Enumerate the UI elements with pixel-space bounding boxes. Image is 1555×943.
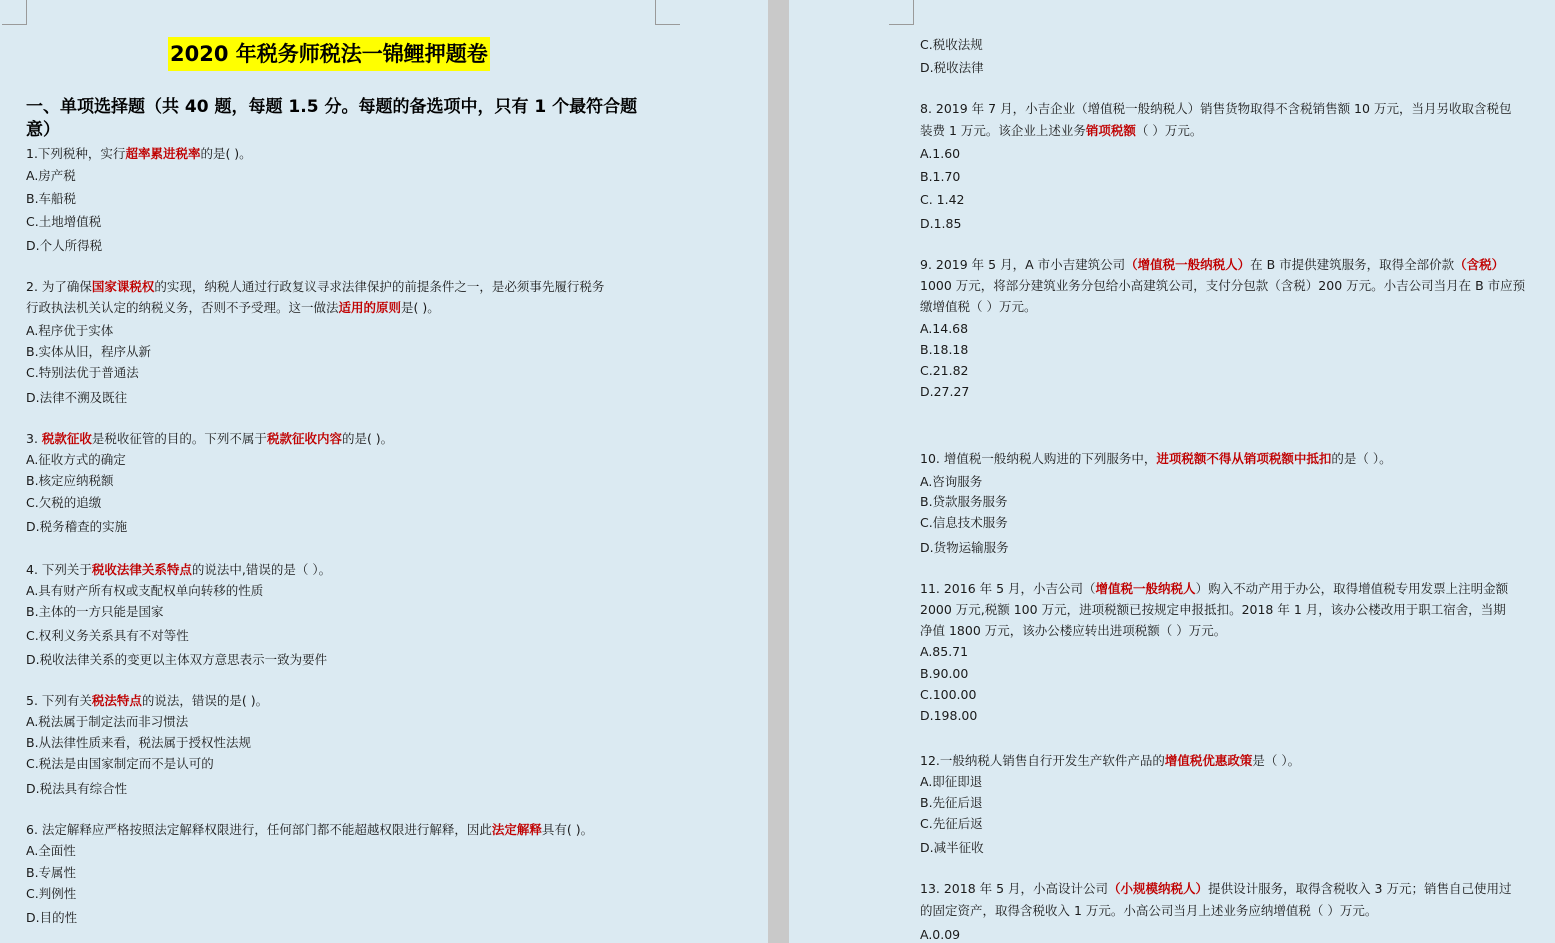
text-line [920,816,983,832]
text-run: A.具有财产所有权或支配权单向转移的性质 [26,583,264,598]
text-run: 11. 2016 年 5 月，小吉公司（ [920,581,1096,596]
text-run: C.税法是由国家制定而不是认可的 [26,756,214,771]
text-line [920,278,1525,294]
text-run: 1.下列税种，实行 [26,146,126,161]
text-line [26,781,127,797]
text-line [920,644,968,660]
text-run: D.27.27 [920,384,970,399]
text-line [920,101,1511,117]
highlighted-term: 税法特点 [91,693,142,708]
text-run: B.90.00 [920,666,969,681]
text-line [920,623,1226,639]
text-run: 的是( )。 [200,146,252,161]
text-line [920,216,961,232]
text-line [26,843,76,859]
text-line [920,795,983,811]
text-line [920,192,965,208]
document-page-right [789,0,1555,943]
text-run: 12.一般纳税人销售自行开发生产软件产品的 [920,753,1165,768]
highlighted-term: 法定解释 [491,822,542,837]
text-run: B.18.18 [920,342,969,357]
text-run: A.0.09 [920,927,961,942]
text-line [920,602,1506,618]
text-run: 行政执法机关认定的纳税义务，否则不予受理。这一做法 [26,300,339,315]
text-run: C.税收法规 [920,37,983,52]
text-run: 13. 2018 年 5 月，小高设计公司 [920,881,1109,896]
text-line [920,881,1511,897]
text-run: B.主体的一方只能是国家 [26,604,164,619]
text-line [26,365,139,381]
text-run: 3. [26,431,42,446]
highlighted-term: 销项税额 [1085,123,1136,138]
text-line [26,168,76,184]
highlighted-term: （增值税一般纳税人） [1125,257,1251,272]
text-run: A.程序优于实体 [26,323,114,338]
text-run: D.货物运输服务 [920,540,1009,555]
document-page-left [0,0,768,943]
text-run: 具有( )。 [541,822,594,837]
text-run: 是（ ）。 [1252,753,1301,768]
text-run: 的说法，错误的是( )。 [141,693,269,708]
highlighted-term: 国家课税权 [91,279,155,294]
text-run: 9. 2019 年 5 月，A 市小吉建筑公司 [920,257,1126,272]
text-line [920,494,1008,510]
text-line [26,562,331,578]
text-run: C.特别法优于普通法 [26,365,139,380]
text-line [920,169,960,185]
text-line [920,363,969,379]
highlighted-term: （小规模纳税人） [1108,881,1209,896]
text-run: 2000 万元,税额 100 万元，进项税额已按规定申报抵扣。2018 年 1 月，该办公楼改用于职工宿舍，当期 [920,602,1506,617]
text-line [26,519,127,535]
text-run: D.198.00 [920,708,978,723]
text-line [26,146,252,162]
text-run: C.100.00 [920,687,977,702]
text-run: B.从法律性质来看，税法属于授权性法规 [26,735,252,750]
text-line [920,903,1377,919]
text-line [26,628,189,644]
text-run: C.21.82 [920,363,969,378]
text-line [26,390,127,406]
text-run: D.税务稽查的实施 [26,519,128,534]
text-run: A.14.68 [920,321,969,336]
text-line [920,666,968,682]
text-run: 的实现，纳税人通过行政复议寻求法律保护的前提条件之一，是必须事先履行税务 [154,279,605,294]
text-run: D.税收法律 [920,60,984,75]
text-line [920,37,983,53]
text-run: A.1.60 [920,146,961,161]
text-line [26,652,327,668]
text-run: D.税法具有综合性 [26,781,128,796]
text-run: 5. 下列有关 [26,693,92,708]
text-run: D.法律不溯及既往 [26,390,128,405]
text-line [920,708,977,724]
text-run: B.贷款服务服务 [920,494,1008,509]
text-run: C.判例性 [26,886,77,901]
text-line [920,581,1508,597]
text-line [26,495,101,511]
text-line [920,342,968,358]
text-line [26,865,76,881]
page-gutter [768,0,789,943]
text-run: A.咨询服务 [920,474,983,489]
text-run: 10. 增值税一般纳税人购进的下列服务中， [920,451,1157,466]
crop-mark [889,0,914,25]
text-run: A.税法属于制定法而非习惯法 [26,714,189,729]
text-line [26,822,593,838]
text-run: C.土地增值税 [26,214,102,229]
crop-mark [655,0,680,25]
text-line [920,687,976,703]
text-run: C.先征后返 [920,816,983,831]
text-run: B.车船税 [26,191,77,206]
text-run: C.权利义务关系具有不对等性 [26,628,189,643]
text-run: 在 B 市提供建筑服务，取得全部价款 [1250,257,1455,272]
text-line [920,299,1036,315]
text-run: C.欠税的追缴 [26,495,102,510]
text-run: 缴增值税（ ）万元。 [920,299,1037,314]
text-line [26,238,102,254]
text-line [26,344,151,360]
highlighted-term: 增值税优惠政策 [1164,753,1253,768]
highlighted-term: （含税） [1454,257,1505,272]
highlighted-term: 超率累进税率 [125,146,201,161]
text-run: B.核定应纳税额 [26,473,114,488]
text-line [26,735,251,751]
text-line [26,214,101,230]
text-run: A.房产税 [26,168,76,183]
text-line [26,452,126,468]
text-line [26,583,263,599]
document-title: 2020 年税务师税法一锦鲤押题卷 [168,37,490,71]
text-run: 净值 1800 万元，该办公楼应转出进项税额（ ）万元。 [920,623,1227,638]
text-run: 4. 下列关于 [26,562,92,577]
text-run: 装费 1 万元。该企业上述业务 [920,123,1086,138]
text-run: D.1.85 [920,216,962,231]
text-line [920,840,984,856]
text-line [26,473,114,489]
text-line [26,191,76,207]
highlighted-term: 税收法律关系特点 [91,562,192,577]
text-line [26,756,214,772]
text-line [26,431,393,447]
highlighted-term: 进项税额不得从销项税额中抵扣 [1156,451,1332,466]
text-run: D.目的性 [26,910,78,925]
text-line [26,323,113,339]
text-run: B.专属性 [26,865,77,880]
text-line [920,384,969,400]
text-run: （ ）万元。 [1135,123,1203,138]
text-run: A.全面性 [26,843,76,858]
highlighted-term: 税款征收内容 [266,431,342,446]
text-line [920,123,1202,139]
text-run: B.实体从旧，程序从新 [26,344,152,359]
text-run: 1000 万元，将部分建筑业务分包给小高建筑公司，支付分包款（含税）200 万元。小吉公司当月在 B 市应预 [920,278,1526,293]
highlighted-term: 增值税一般纳税人 [1095,581,1196,596]
text-line [26,604,164,620]
text-run: 的是( )。 [341,431,394,446]
text-line [26,300,440,316]
text-run: C. 1.42 [920,192,965,207]
text-line [920,540,1009,556]
crop-mark [2,0,27,25]
section-heading: 一、单项选择题（共 40 题，每题 1.5 分。每题的备选项中，只有 1 个最符合题意） [26,97,638,140]
text-run: D.减半征收 [920,840,984,855]
text-run: 8. 2019 年 7 月，小吉企业（增值税一般纳税人）销售货物取得不含税销售额 10 万元，当月另收取含税包 [920,101,1512,116]
text-line [920,753,1300,769]
text-line [920,451,1392,467]
text-line [920,257,1504,273]
text-run: C.信息技术服务 [920,515,1008,530]
text-run: 的是（ ）。 [1331,451,1392,466]
text-line [26,279,604,295]
text-line [26,693,268,709]
text-line [26,886,76,902]
text-run: 6. 法定解释应严格按照法定解释权限进行，任何部门都不能超越权限进行解释，因此 [26,822,492,837]
text-run: 2. 为了确保 [26,279,92,294]
text-run: D.税收法律关系的变更以主体双方意思表示一致为要件 [26,652,328,667]
text-line [920,774,982,790]
text-run: A.即征即退 [920,774,983,789]
text-line [920,474,982,490]
text-line [920,60,984,76]
text-line [920,927,960,943]
text-run: A.征收方式的确定 [26,452,126,467]
highlighted-term: 税款征收 [41,431,92,446]
text-line [920,515,1008,531]
text-run: D.个人所得税 [26,238,103,253]
highlighted-term: 适用的原则 [338,300,402,315]
text-line [920,146,960,162]
text-run: B.1.70 [920,169,961,184]
text-line [920,321,968,337]
text-run: ）购入不动产用于办公，取得增值税专用发票上注明金额 [1195,581,1509,596]
text-run: A.85.71 [920,644,969,659]
text-run: 的固定资产，取得含税收入 1 万元。小高公司当月上述业务应纳增值税（ ）万元。 [920,903,1378,918]
text-run: 的说法中,错误的是（ ）。 [191,562,332,577]
text-run: B.先征后退 [920,795,983,810]
text-run: 提供设计服务，取得含税收入 3 万元；销售自己使用过 [1208,881,1512,896]
text-line [26,714,188,730]
text-line [26,910,77,926]
text-run: 是税收征管的目的。下列不属于 [91,431,267,446]
text-run: 是( )。 [401,300,440,315]
